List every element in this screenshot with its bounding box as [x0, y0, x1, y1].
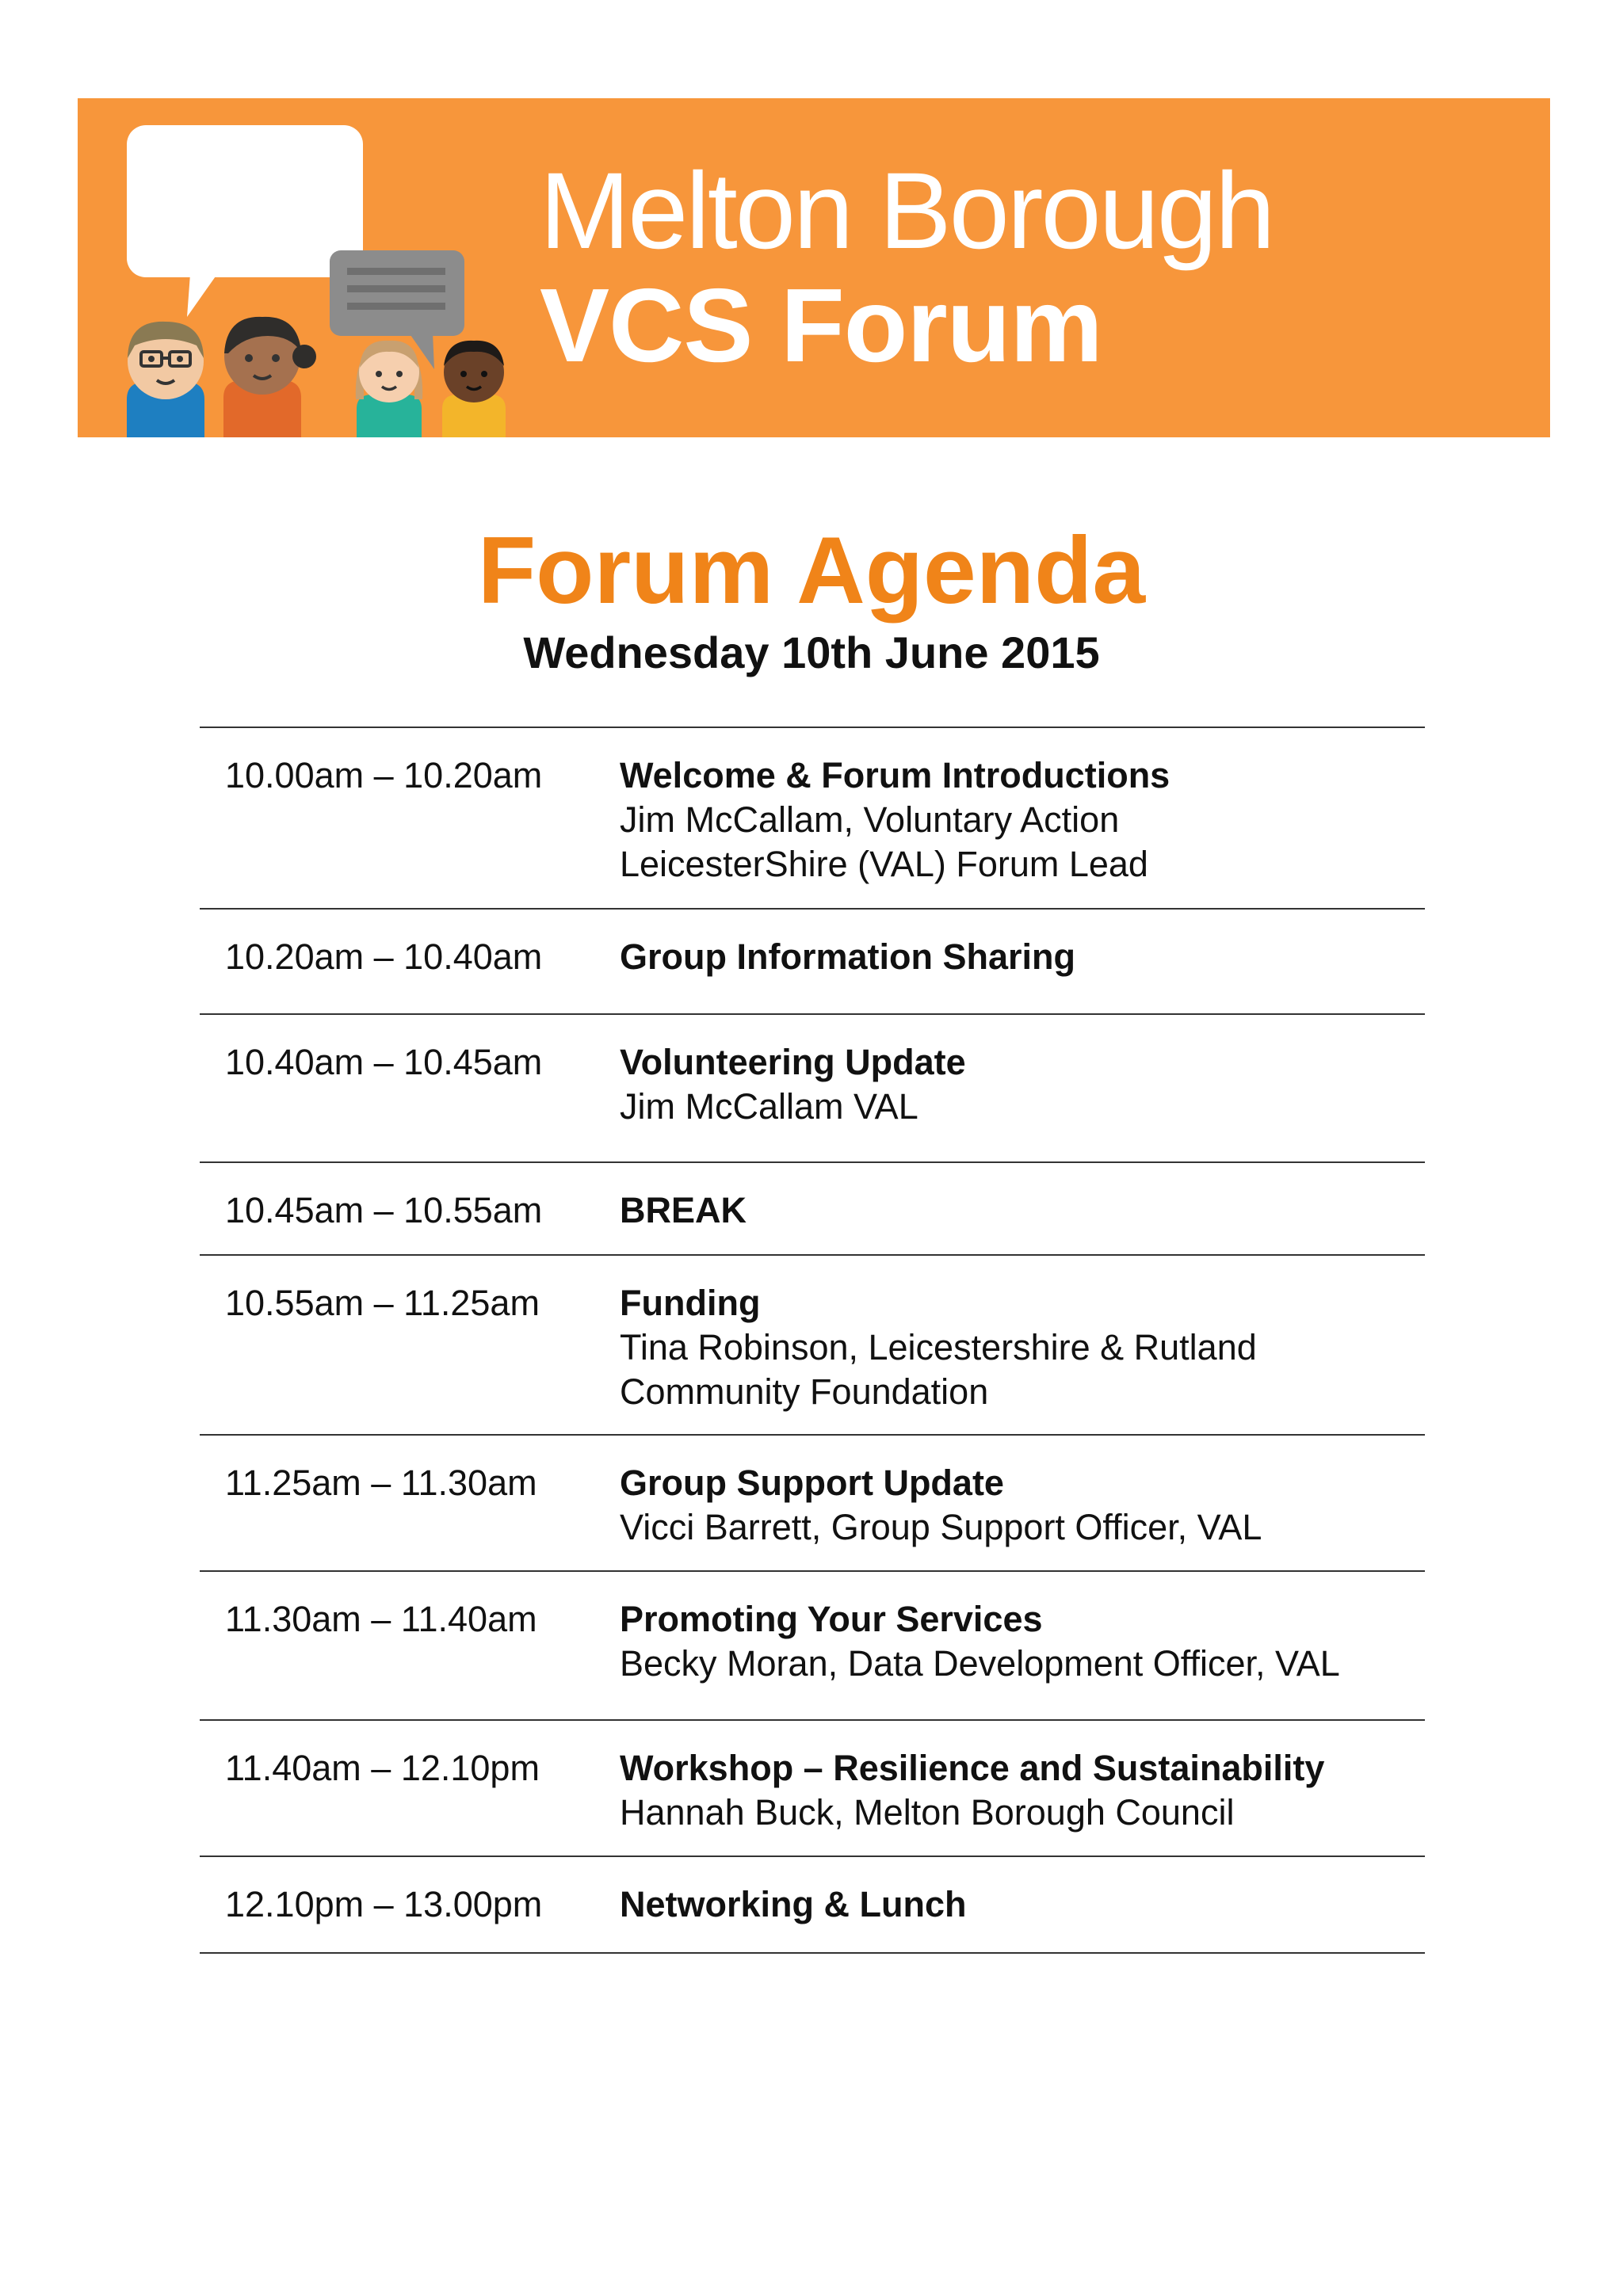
- header-banner: [78, 98, 1550, 437]
- agenda-item: [620, 1281, 1425, 1434]
- agenda-row: [200, 728, 1425, 910]
- agenda-item-detail: Becky Moran, Data Development Officer, VAL: [620, 1643, 1340, 1684]
- agenda-item-detail: Jim McCallam VAL: [620, 1086, 918, 1127]
- agenda-item-detail: Vicci Barrett, Group Support Officer, VAL: [620, 1507, 1262, 1547]
- agenda-item-detail: Community Foundation: [620, 1371, 989, 1412]
- agenda-row: [200, 1721, 1425, 1857]
- agenda-item-title: Welcome & Forum Introductions: [620, 755, 1170, 795]
- agenda-time: 12.10pm – 13.00pm: [225, 1884, 543, 1924]
- agenda-item-title: Promoting Your Services: [620, 1599, 1043, 1639]
- agenda-time: 10.45am – 10.55am: [225, 1190, 543, 1230]
- agenda-item-detail: Jim McCallam, Voluntary Action: [620, 799, 1120, 840]
- agenda-row: [200, 1572, 1425, 1721]
- banner-title: [540, 151, 1274, 383]
- agenda-time: 10.55am – 11.25am: [225, 1283, 540, 1323]
- agenda-item-title: Workshop – Resilience and Sustainability: [620, 1748, 1325, 1788]
- meeting-date: Wednesday 10th June 2015: [523, 627, 1100, 677]
- agenda-item-detail: Hannah Buck, Melton Borough Council: [620, 1792, 1235, 1833]
- agenda-item-title: Group Support Update: [620, 1463, 1004, 1503]
- agenda-time: 10.40am – 10.45am: [225, 1042, 543, 1082]
- agenda-table: [200, 727, 1425, 1954]
- agenda-item: [620, 1188, 1425, 1254]
- page-title: Forum Agenda: [477, 517, 1146, 624]
- agenda-item-detail: LeicesterShire (VAL) Forum Lead: [620, 844, 1148, 884]
- agenda-row: [200, 1015, 1425, 1163]
- agenda-time: 11.30am – 11.40am: [225, 1599, 537, 1639]
- banner-title-line2: VCS Forum: [540, 267, 1102, 383]
- agenda-item-title: Networking & Lunch: [620, 1884, 967, 1924]
- agenda-item-detail: Tina Robinson, Leicestershire & Rutland: [620, 1327, 1257, 1367]
- agenda-row: [200, 1436, 1425, 1572]
- agenda-time: 10.00am – 10.20am: [225, 755, 543, 795]
- agenda-item: [620, 935, 1425, 1013]
- agenda-item-title: Group Information Sharing: [620, 936, 1075, 977]
- agenda-item-title: Volunteering Update: [620, 1042, 966, 1082]
- agenda-time: 11.40am – 12.10pm: [225, 1748, 540, 1788]
- agenda-item: [620, 1597, 1425, 1719]
- agenda-row: [200, 1857, 1425, 1954]
- agenda-item-title: Funding: [620, 1283, 761, 1323]
- agenda-item-title: BREAK: [620, 1190, 747, 1230]
- agenda-time: 11.25am – 11.30am: [225, 1463, 537, 1503]
- agenda-row: [200, 910, 1425, 1015]
- agenda-item: [620, 1461, 1425, 1570]
- agenda-row: [200, 1256, 1425, 1436]
- agenda-item: [620, 1746, 1425, 1855]
- agenda-item: [620, 1882, 1425, 1952]
- agenda-item: [620, 753, 1425, 908]
- people-speech-bubbles-icon: [78, 98, 537, 437]
- banner-title-line1: Melton Borough: [540, 151, 1274, 272]
- agenda-row: [200, 1163, 1425, 1256]
- agenda-item: [620, 1040, 1425, 1161]
- agenda-time: 10.20am – 10.40am: [225, 936, 543, 977]
